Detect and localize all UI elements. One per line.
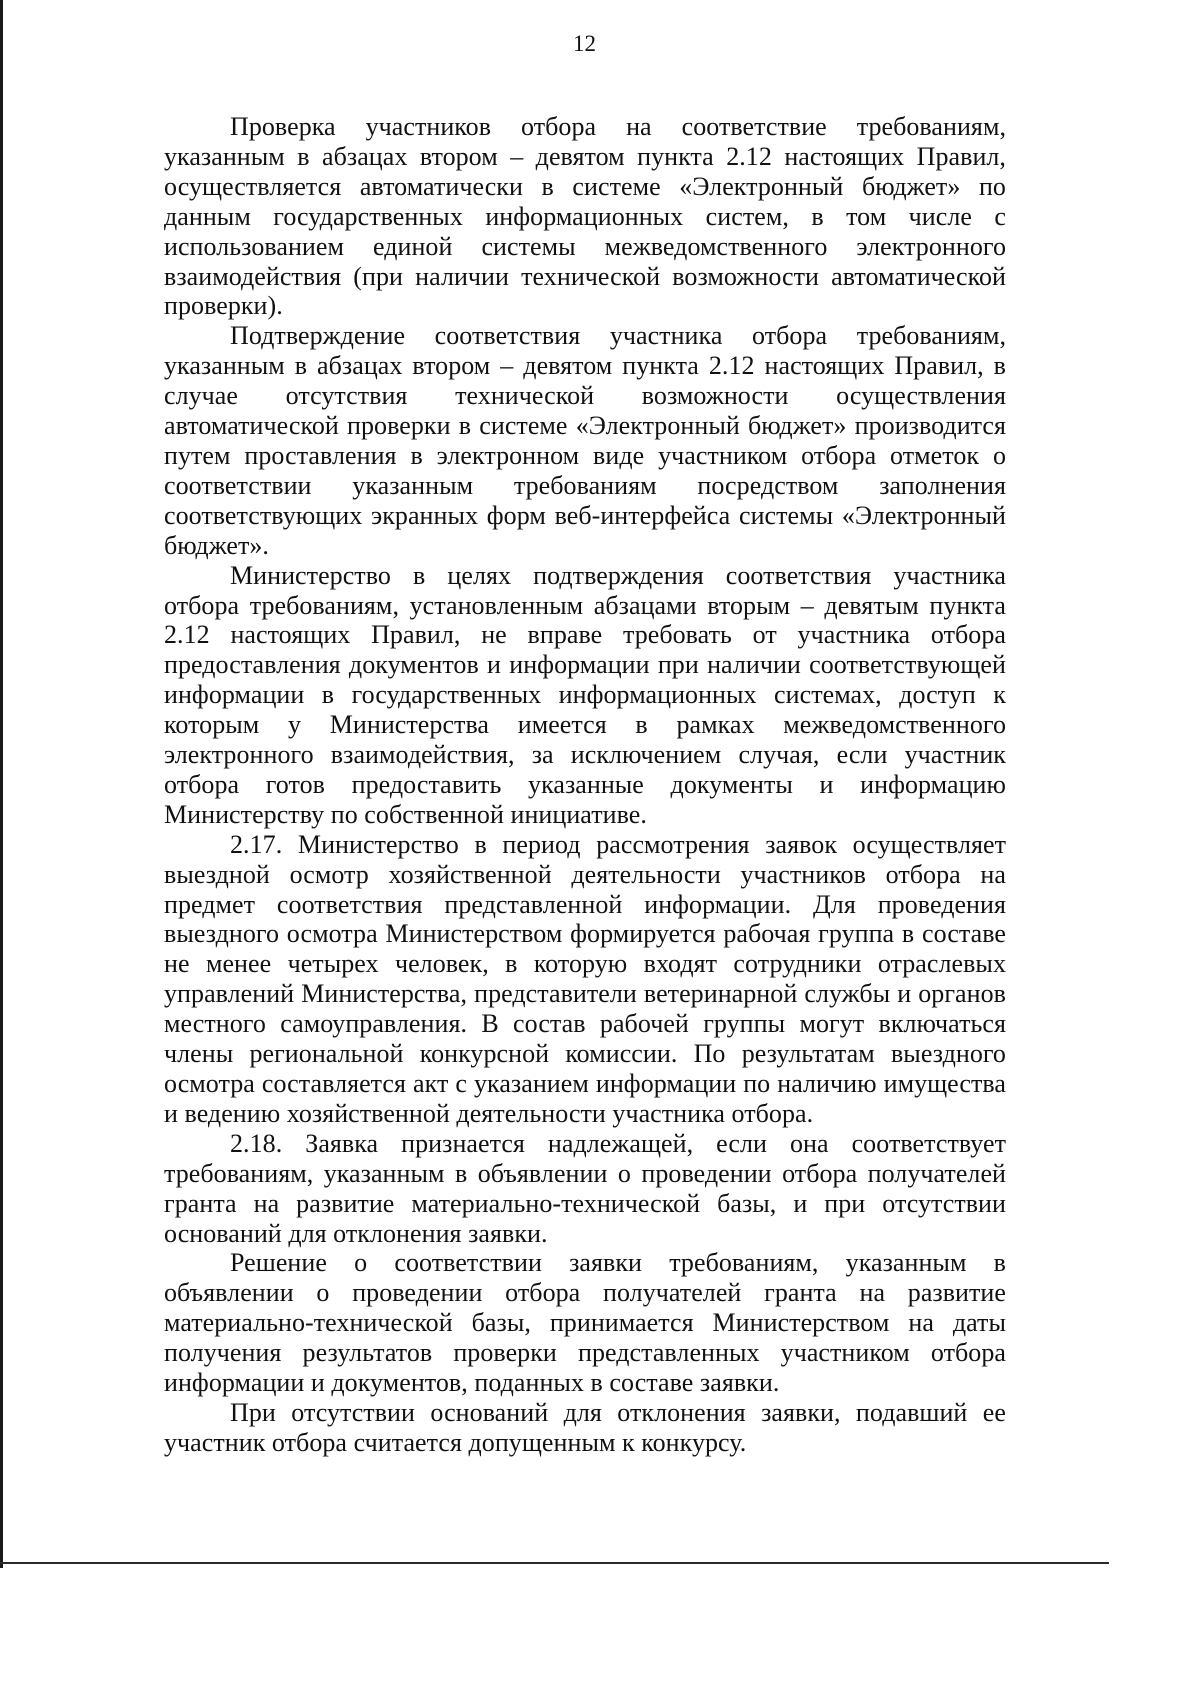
scan-edge-left — [0, 0, 3, 1568]
paragraph-verification: Проверка участников отбора на соответствие требованиям, указанным в абзацах втором – девятом пункта 2.12 настоящих Правил, осуществляется автоматически в системе «Электронный бюджет» по данным государственных информационных систем, в том числе с использованием единой системы межведомственного электронного взаимодействия (при наличии технической возможности автоматической проверки). — [164, 112, 1006, 321]
paragraph-2-17: 2.17. Министерство в период рассмотрения заявок осуществляет выездной осмотр хозяйственной деятельности участников отбора на предмет соответствия представленной информации. Для проведения выездного осмотра Министерством формируется рабочая группа в составе не менее четырех человек, в которую входят сотрудники отраслевых управлений Министерства, представители ветеринарной службы и органов местного самоуправления. В состав рабочей группы могут включаться члены региональной конкурсной комиссии. По результатам выездного осмотра составляется акт с указанием информации по наличию имущества и ведению хозяйственной деятельности участника отбора. — [164, 829, 1006, 1128]
scan-edge-bottom — [0, 1562, 1109, 1564]
paragraph-admission: При отсутствии оснований для отклонения заявки, подавший ее участник отбора считается допущенным к конкурсу. — [164, 1397, 1006, 1457]
paragraph-2-18: 2.18. Заявка признается надлежащей, если она соответствует требованиям, указанным в объявлении о проведении отбора получателей гранта на развитие материально-технической базы, и при отсутствии оснований для отклонения заявки. — [164, 1128, 1006, 1248]
paragraph-decision: Решение о соответствии заявки требованиям, указанным в объявлении о проведении отбора получателей гранта на развитие материально-технической базы, принимается Министерством на даты получения результатов проверки представленных участником отбора информации и документов, поданных в составе заявки. — [164, 1248, 1006, 1398]
page-number: 12 — [573, 31, 596, 56]
paragraph-ministry-requests: Министерство в целях подтверждения соответствия участника отбора требованиям, установленным абзацами вторым – девятым пункта 2.12 настоящих Правил, не вправе требовать от участника отбора предоставления документов и информации при наличии соответствующей информации в государственных информационных системах, доступ к которым у Министерства имеется в рамках межведомственного электронного взаимодействия, за исключением случая, если участник отбора готов предоставить указанные документы и информацию Министерству по собственной инициативе. — [164, 560, 1006, 829]
paragraph-confirmation: Подтверждение соответствия участника отбора требованиям, указанным в абзацах втором – девятом пункта 2.12 настоящих Правил, в случае отсутствия технической возможности осуществления автоматической проверки в системе «Электронный бюджет» производится путем проставления в электронном виде участником отбора отметок о соответствии указанным требованиям посредством заполнения соответствующих экранных форм веб-интерфейса системы «Электронный бюджет». — [164, 321, 1006, 560]
document-body — [164, 112, 1006, 1458]
